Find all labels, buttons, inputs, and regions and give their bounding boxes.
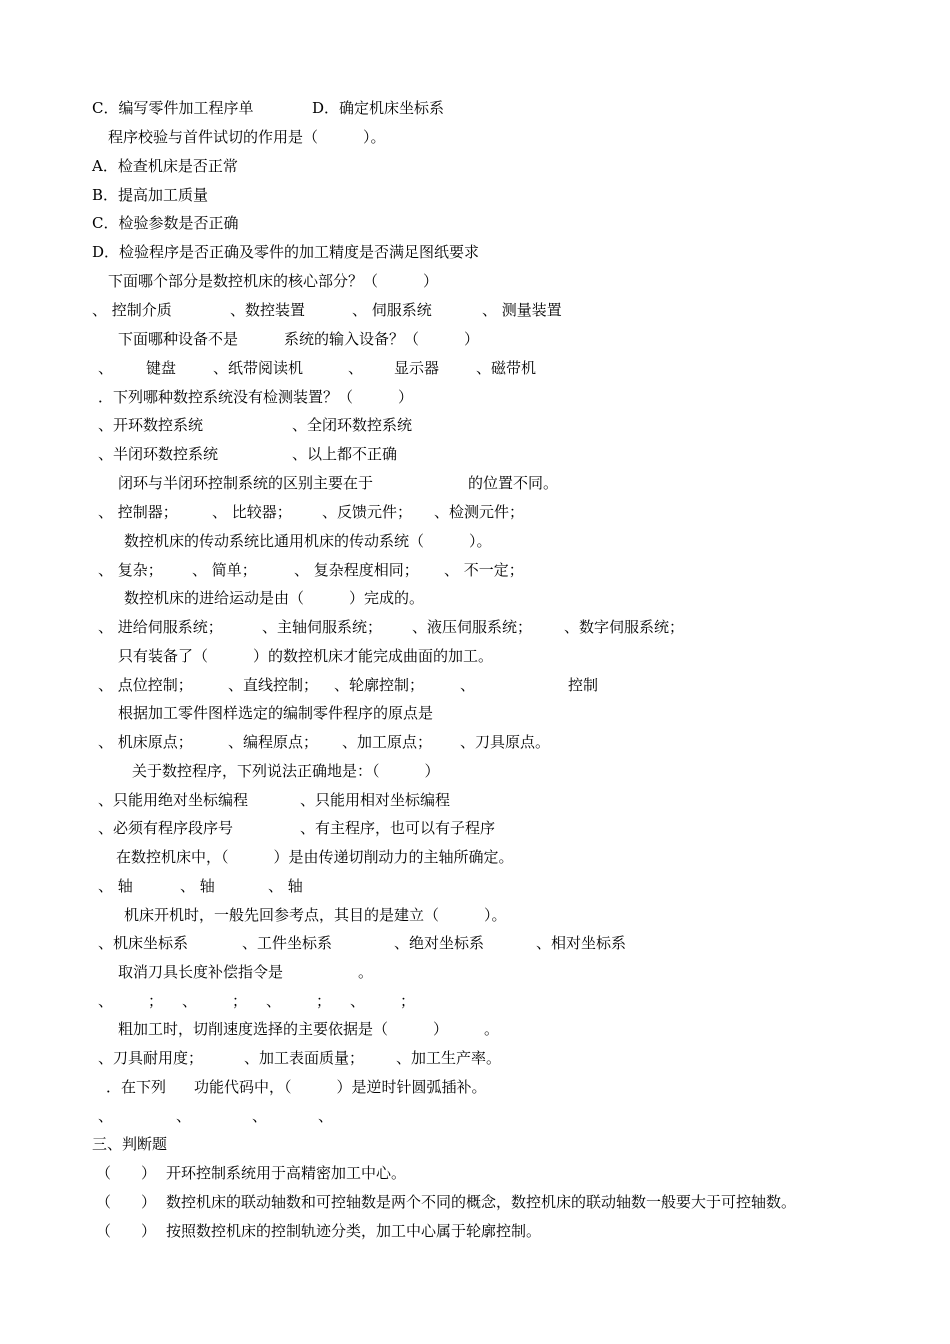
option-a: 、 控制介质 — [92, 301, 172, 319]
question-text: 系统的输入设备？（ ） — [284, 330, 480, 348]
option-a: A．检查机床是否正常 — [92, 157, 238, 175]
option-b-marker: 、 — [182, 992, 198, 1010]
question-text: 在数控机床中，（ ）是由传递切削动力的主轴所确定。 — [116, 848, 514, 866]
question-text: 功能代码中，（ ）是逆时针圆弧插补。 — [194, 1078, 487, 1096]
option-b: 、加工表面质量； — [244, 1049, 365, 1067]
option-c: 、 伺服系统 — [352, 301, 432, 319]
question-text: 下面哪种设备不是 — [118, 330, 239, 348]
option-a-marker: 、 — [98, 359, 114, 377]
option-a: 、只能用绝对坐标编程 — [98, 791, 249, 809]
option-c: 、加工原点； — [342, 733, 433, 751]
question-text: 。 — [484, 1020, 500, 1038]
option-b: 、纸带阅读机 — [213, 359, 304, 377]
option-b: 、编程原点； — [228, 733, 319, 751]
answer-bracket: （ ） — [96, 1222, 157, 1240]
question-text: 数控机床的传动系统比通用机床的传动系统（ ）。 — [124, 532, 492, 550]
statement-text: 数控机床的联动轴数和可控轴数是两个不同的概念，数控机床的联动轴数一般要大于可控轴数。 — [166, 1193, 797, 1211]
option-c-marker: 、 — [348, 359, 364, 377]
question-text: 的位置不同。 — [468, 474, 559, 492]
question-text: 粗加工时，切削速度选择的主要依据是（ ） — [118, 1020, 449, 1038]
option-c: 显示器 — [394, 359, 440, 377]
option-d: 、磁带机 — [476, 359, 537, 377]
option-c-marker: 、 — [252, 1107, 268, 1125]
option-c-end: ； — [316, 992, 332, 1010]
option-d: 、 测量装置 — [482, 301, 562, 319]
answer-bracket: （ ） — [96, 1193, 157, 1211]
question-text: 机床开机时，一般先回参考点，其目的是建立（ ）。 — [124, 906, 507, 924]
option-d: 控制 — [568, 676, 599, 694]
option-c: 、轮廓控制； — [334, 676, 425, 694]
option-c: 、加工生产率。 — [396, 1049, 502, 1067]
option-b: 、全闭环数控系统 — [292, 416, 413, 434]
option-d: D．确定机床坐标系 — [312, 99, 445, 117]
option-b: 、主轴伺服系统； — [262, 618, 383, 636]
option-b-marker: 、 — [176, 1107, 192, 1125]
option-c: 、 轴 — [268, 877, 303, 895]
option-c: 、液压伺服系统； — [412, 618, 533, 636]
option-a: 、 控制器； — [98, 503, 178, 521]
question-text: 只有装备了（ ）的数控机床才能完成曲面的加工。 — [118, 647, 494, 665]
option-a: 、开环数控系统 — [98, 416, 204, 434]
option-d: 、相对坐标系 — [536, 934, 627, 952]
option-b: 、直线控制； — [228, 676, 319, 694]
option-c-marker: 、 — [266, 992, 282, 1010]
answer-bracket: （ ） — [96, 1164, 157, 1182]
question-text: 取消刀具长度补偿指令是 — [118, 963, 284, 981]
question-text: 闭环与半闭环控制系统的区别主要在于 — [118, 474, 374, 492]
question-text: 关于数控程序，下列说法正确地是：（ ） — [132, 762, 440, 780]
option-a-marker: 、 — [98, 1107, 114, 1125]
option-b: 、只能用相对坐标编程 — [300, 791, 451, 809]
option-a: 、 进给伺服系统； — [98, 618, 223, 636]
option-b: 、 轴 — [180, 877, 215, 895]
option-b: 、 比较器； — [212, 503, 292, 521]
option-c: C．检验参数是否正确 — [92, 214, 239, 232]
option-d-end: ； — [400, 992, 416, 1010]
option-c: 、半闭环数控系统 — [98, 445, 219, 463]
statement-text: 按照数控机床的控制轨迹分类，加工中心属于轮廓控制。 — [166, 1222, 542, 1240]
option-c: 、绝对坐标系 — [394, 934, 485, 952]
option-d: 、以上都不正确 — [292, 445, 398, 463]
option-d: 、 不一定； — [444, 561, 524, 579]
option-d: 、检测元件； — [434, 503, 525, 521]
option-c: C．编写零件加工程序单 — [92, 99, 254, 117]
option-d: 、数字伺服系统； — [564, 618, 685, 636]
question-text: 数控机床的进给运动是由（ ）完成的。 — [124, 589, 425, 607]
option-d: 、刀具原点。 — [460, 733, 551, 751]
option-a: 、 机床原点； — [98, 733, 193, 751]
question-text: 下面哪个部分是数控机床的核心部分？（ ） — [108, 272, 439, 290]
option-a: 、机床坐标系 — [98, 934, 189, 952]
option-a: 键盘 — [146, 359, 177, 377]
option-a: 、刀具耐用度； — [98, 1049, 204, 1067]
option-b-end: ； — [232, 992, 248, 1010]
option-c: 、反馈元件； — [322, 503, 413, 521]
option-d-marker: 、 — [350, 992, 366, 1010]
option-c: 、 复杂程度相同； — [294, 561, 419, 579]
question-text: 程序校验与首件试切的作用是（ ）。 — [108, 128, 386, 146]
option-b: B．提高加工质量 — [92, 186, 209, 204]
option-a: 、 复杂； — [98, 561, 163, 579]
option-a-end: ； — [148, 992, 164, 1010]
statement-text: 开环控制系统用于高精密加工中心。 — [166, 1164, 407, 1182]
option-b: 、数控装置 — [230, 301, 306, 319]
option-c: 、必须有程序段序号 — [98, 819, 234, 837]
option-a: 、 轴 — [98, 877, 133, 895]
question-text: 根据加工零件图样选定的编制零件程序的原点是 — [118, 704, 434, 722]
question-text: ．在下列 — [106, 1078, 167, 1096]
option-b: 、 简单； — [192, 561, 257, 579]
option-b: 、工件坐标系 — [242, 934, 333, 952]
question-text: 。 — [358, 963, 374, 981]
option-d: 、有主程序，也可以有子程序 — [300, 819, 496, 837]
option-a-marker: 、 — [98, 992, 114, 1010]
option-d: D．检验程序是否正确及零件的加工精度是否满足图纸要求 — [92, 243, 480, 261]
option-d-marker: 、 — [460, 676, 476, 694]
question-text: ．下列哪种数控系统没有检测装置？（ ） — [98, 388, 414, 406]
option-a: 、 点位控制； — [98, 676, 193, 694]
option-d-marker: 、 — [318, 1107, 334, 1125]
section-title: 三、判断题 — [92, 1135, 168, 1153]
